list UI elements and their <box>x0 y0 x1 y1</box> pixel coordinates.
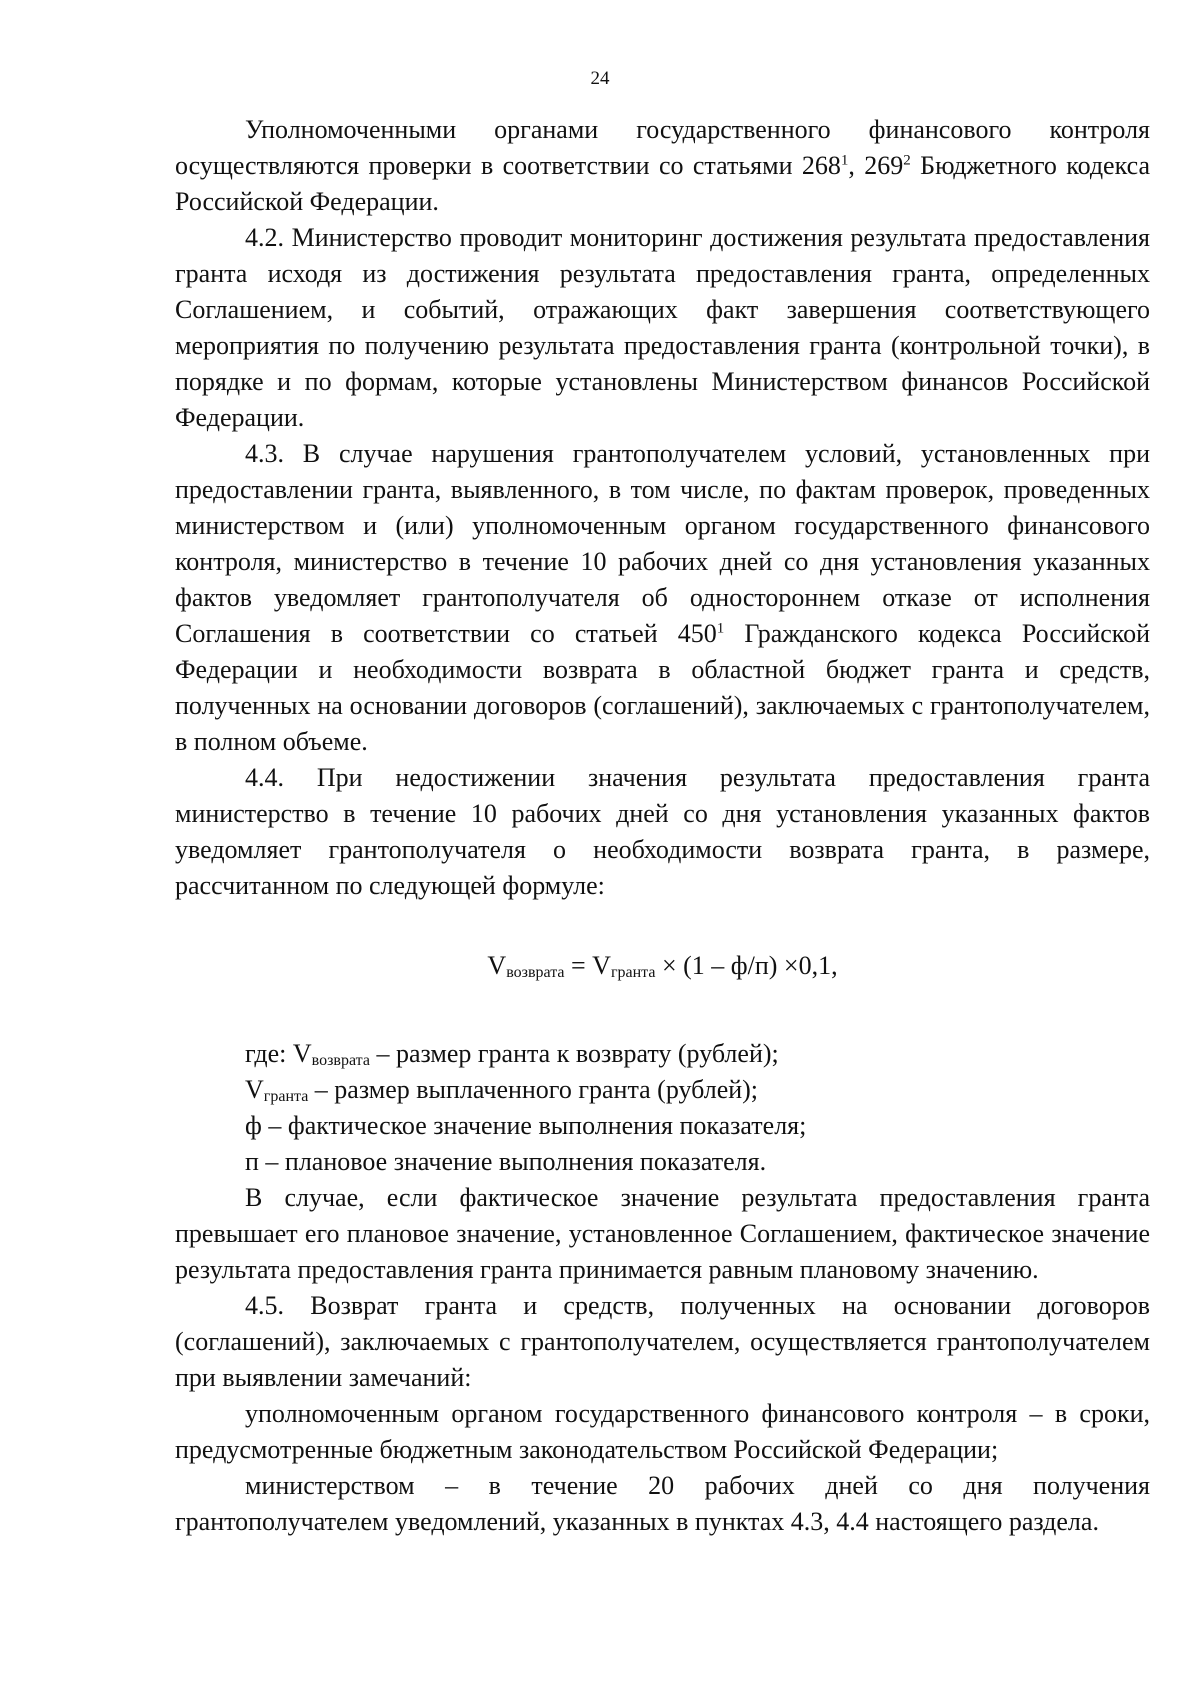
formula-eq: = V <box>564 951 611 980</box>
def-text: п – плановое значение выполнения показателя. <box>245 1147 767 1176</box>
def-text: – размер выплаченного гранта (рублей); <box>308 1075 759 1104</box>
superscript-2: 2 <box>903 152 911 169</box>
formula <box>175 948 1150 984</box>
formula-sub-granta: гранта <box>610 964 656 981</box>
intro-text-c: Бюджетного кодекса Российской Федерации. <box>175 151 1150 216</box>
def-pre: где: V <box>245 1039 312 1068</box>
def-sub: гранта <box>263 1088 309 1105</box>
superscript-450: 1 <box>716 620 725 637</box>
paragraph-intro <box>175 112 1150 220</box>
def-text: ф – фактическое значение выполнения показателя; <box>245 1111 807 1140</box>
document-body <box>175 112 1150 1540</box>
paragraph-4-4: 4.4. При недостижении значения результата предоставления гранта министерство в течение 10 рабочих дней со дня установления указанных фактов уведомляет грантополучателя о необходимости возврата гранта, в размере, рассчитанном по следующей формуле: <box>175 763 1150 900</box>
paragraph-4-5-a: уполномоченным органом государственного финансового контроля – в сроки, предусмотренные бюджетным законодательством Российской Федерации; <box>175 1399 1150 1464</box>
paragraph-4-2: 4.2. Министерство проводит мониторинг достижения результата предоставления гранта исходя из достижения результата предоставления гранта, определенных Соглашением, и событий, отражающих факт завершения соответствующего мероприятия по получению результата предоставления гранта (контрольной точки), в порядке и по формам, которые установлены Министерством финансов Российской Федерации. <box>175 223 1150 432</box>
p43-text-b: Гражданского кодекса Российской Федерации и необходимости возврата в областной бюджет гранта и средств, полученных на основании договоров (соглашений), заключаемых с грантополучателем, в полном объеме. <box>175 619 1150 756</box>
def-text: – размер гранта к возврату (рублей); <box>369 1039 779 1068</box>
paragraph-4-5-b: министерством – в течение 20 рабочих дней со дня получения грантополучателем уведомлений, указанных в пунктах 4.3, 4.4 настоящего раздела. <box>175 1471 1150 1536</box>
formula-sub-vozvrata: возврата <box>506 964 565 981</box>
paragraph-4-3 <box>175 436 1150 760</box>
definition-f <box>175 1108 1150 1144</box>
def-sub: возврата <box>311 1052 370 1069</box>
p43-text-a: 4.3. В случае нарушения грантополучателем условий, установленных при предоставлении гранта, выявленного, в том числе, по фактам проверок, проведенных министерством и (или) уполномоченным органом государственного финансового контроля, министерство в течение 10 рабочих дней со дня установления указанных фактов уведомляет грантополучателя об одностороннем отказе от исполнения Соглашения в соответствии со статьей 450 <box>175 439 1150 648</box>
definition-p <box>175 1144 1150 1180</box>
superscript-1: 1 <box>840 152 849 169</box>
page-number: 24 <box>590 68 610 89</box>
formula-rest: × (1 – ф/п) ×0,1, <box>655 951 838 980</box>
intro-text-b: , 269 <box>848 151 904 180</box>
definition-v-vozvrata <box>175 1036 1150 1072</box>
def-pre: V <box>245 1075 264 1104</box>
intro-text-a: Уполномоченными органами государственного финансового контроля осуществляются проверки в соответствии со статьями 268 <box>175 115 1150 180</box>
formula-v1: V <box>487 951 507 980</box>
definition-v-granta <box>175 1072 1150 1108</box>
paragraph-case: В случае, если фактическое значение результата предоставления гранта превышает его плановое значение, установленное Соглашением, фактическое значение результата предоставления гранта принимается равным плановому значению. <box>175 1183 1150 1284</box>
paragraph-4-5: 4.5. Возврат гранта и средств, полученных на основании договоров (соглашений), заключаемых с грантополучателем, осуществляется грантополучателем при выявлении замечаний: <box>175 1291 1150 1392</box>
